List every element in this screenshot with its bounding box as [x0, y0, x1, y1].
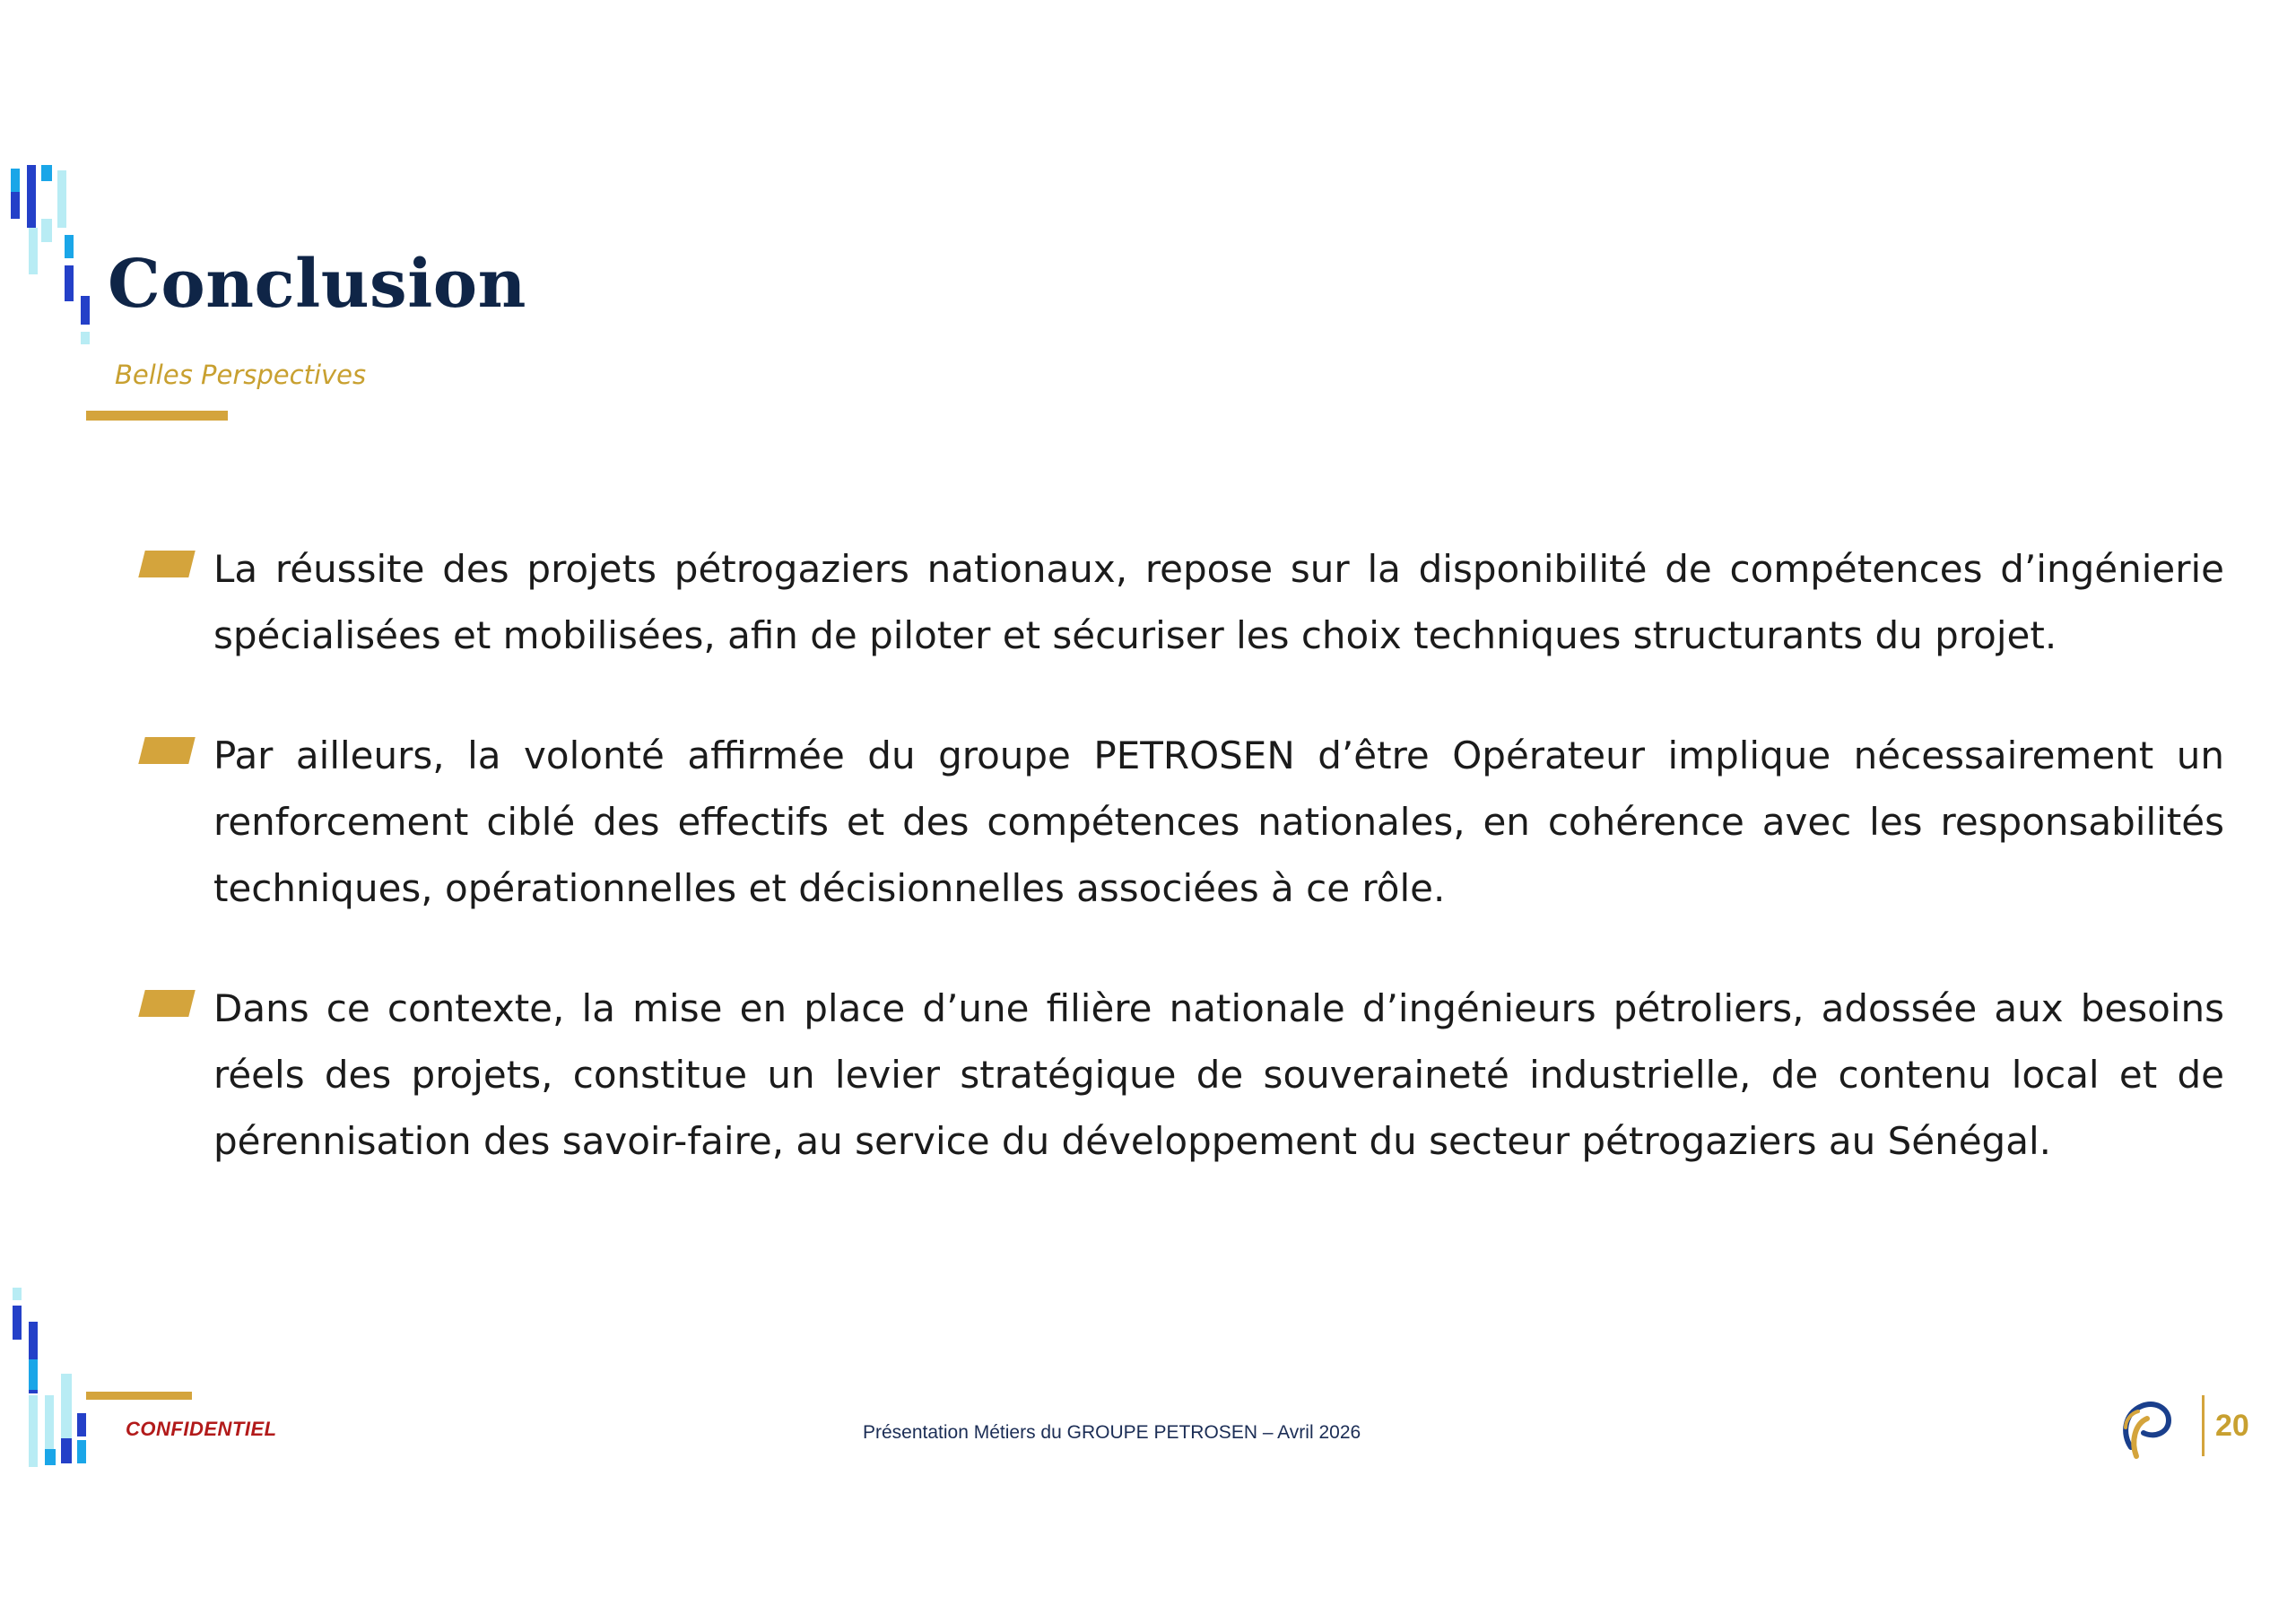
bullet-icon: [138, 737, 195, 764]
bullet-icon: [138, 990, 195, 1017]
header-bars-decoration-icon: [7, 165, 97, 349]
bullet-item: [135, 536, 2224, 669]
page-title: Conclusion: [108, 246, 526, 323]
bullet-item: [135, 976, 2224, 1175]
bullet-text: Dans ce contexte, la mise en place d’une filière nationale d’ingénieurs pétroliers, adossée aux besoins réels des projets, constitue un levier stratégique de souveraineté industrielle, de contenu local et de pérennisation des savoir-faire, au service du développement du secteur pétrogaziers au Sénégal.: [213, 986, 2224, 1163]
bullet-item: [135, 723, 2224, 922]
bullet-list: [135, 536, 2224, 1228]
footer-underline: [86, 1392, 192, 1400]
title-underline: [86, 411, 228, 421]
footer-presentation-title: Présentation Métiers du GROUPE PETROSEN – Avril 2026: [863, 1422, 1361, 1443]
petrosen-logo-icon: [2117, 1393, 2172, 1460]
footer-bars-decoration-icon: [9, 1288, 99, 1467]
bullet-text: La réussite des projets pétrogaziers nationaux, repose sur la disponibilité de compétences d’ingénierie spécialisées et mobilisées, afin de piloter et sécuriser les choix techniques structurants du projet.: [213, 547, 2224, 657]
bullet-text: Par ailleurs, la volonté affirmée du groupe PETROSEN d’être Opérateur implique nécessairement un renforcement ciblé des effectifs et des compétences nationales, en cohérence avec les responsabilités techniques, opérationnelles et décisionnelles associées à ce rôle.: [213, 733, 2224, 910]
page-subtitle: Belles Perspectives: [115, 360, 367, 390]
bullet-icon: [138, 551, 195, 577]
confidential-label: CONFIDENTIEL: [126, 1418, 277, 1440]
page-number-separator: [2202, 1395, 2205, 1456]
page-number: 20: [2215, 1409, 2249, 1443]
